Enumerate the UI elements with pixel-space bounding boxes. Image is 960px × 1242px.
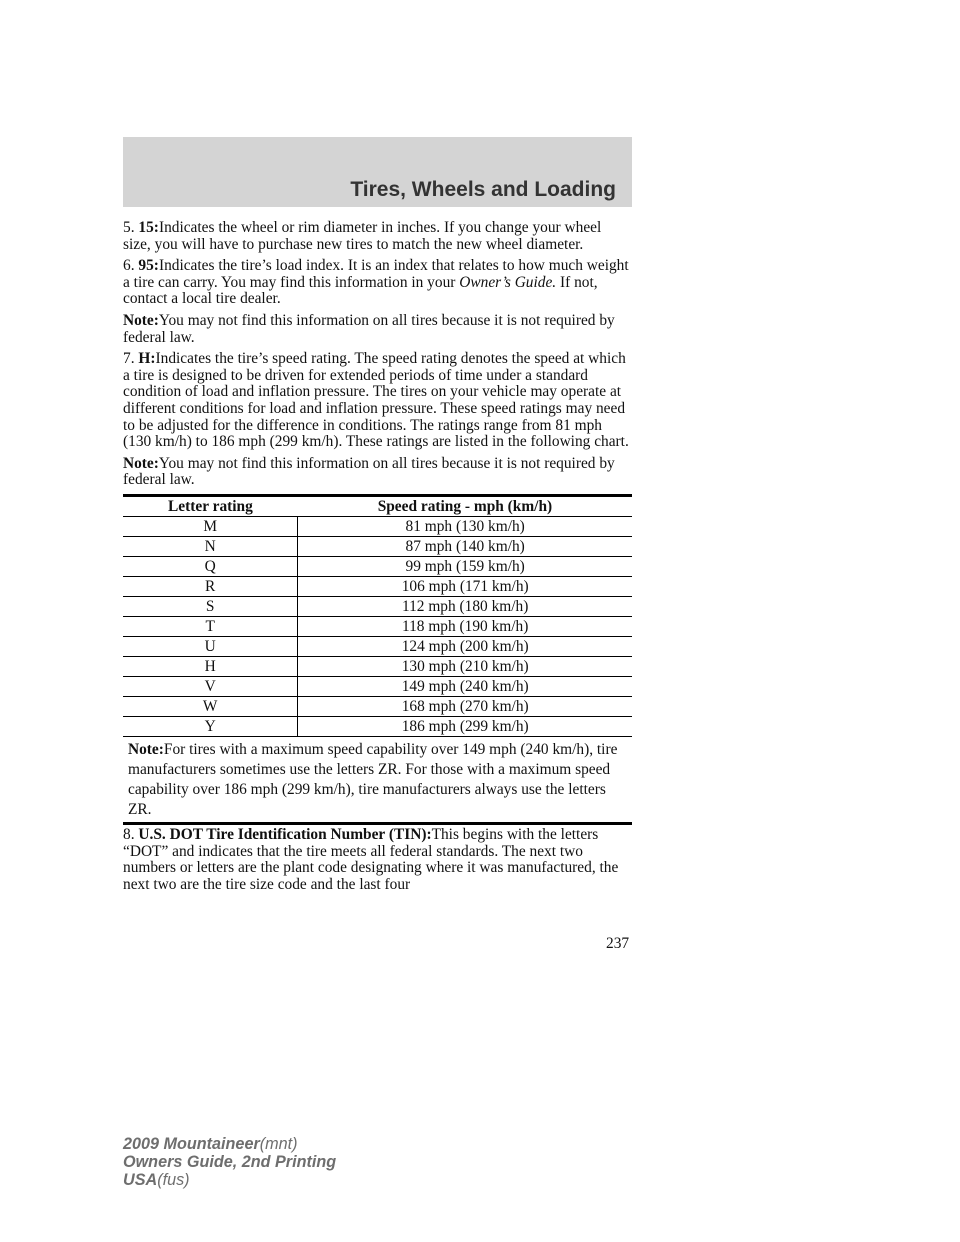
speed-cell: 124 mph (200 km/h) — [298, 636, 632, 656]
letter-cell: Y — [123, 716, 298, 736]
speed-cell: 149 mph (240 km/h) — [298, 676, 632, 696]
footer-model-code: (mnt) — [259, 1135, 298, 1153]
table-note — [123, 736, 632, 823]
note-text: You may not find this information on all tires because it is not required by federal law. — [123, 454, 615, 489]
table-row — [123, 656, 632, 676]
table-note-row — [123, 736, 632, 823]
table-row — [123, 636, 632, 656]
column-header: Speed rating - mph (km/h) — [298, 495, 632, 516]
item-number: 7. — [123, 350, 135, 368]
note-label: Note: — [123, 454, 159, 472]
footer-line-2: Owners Guide, 2nd Printing — [123, 1153, 337, 1172]
footer-line-3 — [123, 1171, 336, 1189]
table-row — [123, 536, 632, 556]
item-7 — [123, 351, 632, 451]
letter-cell: V — [123, 676, 298, 696]
speed-cell: 118 mph (190 km/h) — [298, 616, 632, 636]
letter-cell: N — [123, 536, 298, 556]
item-label: 95: — [138, 257, 159, 275]
note-2 — [123, 456, 632, 489]
speed-cell: 106 mph (171 km/h) — [298, 576, 632, 596]
footer-line-1 — [123, 1135, 336, 1153]
item-8 — [123, 827, 632, 893]
footer-market-code: (fus) — [157, 1171, 190, 1190]
table-row — [123, 616, 632, 636]
letter-cell: W — [123, 696, 298, 716]
table-row — [123, 516, 632, 536]
letter-cell: R — [123, 576, 298, 596]
item-text-cont: If not, contact a local tire dealer. — [123, 273, 598, 308]
table-row — [123, 716, 632, 736]
table-row — [123, 676, 632, 696]
note-1 — [123, 313, 632, 346]
speed-cell: 186 mph (299 km/h) — [298, 716, 632, 736]
table-row — [123, 556, 632, 576]
note-label: Note: — [123, 311, 159, 329]
table-row — [123, 696, 632, 716]
table-header-row — [123, 495, 632, 516]
item-label: 15: — [138, 219, 159, 236]
page-content — [123, 220, 632, 898]
speed-cell: 81 mph (130 km/h) — [298, 516, 632, 536]
letter-cell: S — [123, 596, 298, 616]
section-title: Tires, Wheels and Loading — [350, 178, 616, 201]
speed-cell: 87 mph (140 km/h) — [298, 536, 632, 556]
letter-cell: U — [123, 636, 298, 656]
item-text: Indicates the tire’s load index. It is an index that relates to how much weight a tire can carry. You may find this information in your — [123, 257, 629, 291]
item-text: Indicates the tire’s speed rating. The speed rating denotes the speed at which a tire is designed to be driven for extended periods of time under a standard condition of load and inflation pressure. The tires on your vehicle may operate at different conditions for load and inflation pressure. These speed ratings may need to be adjusted for the difference in conditions. The ratings range from 81 mph (130 km/h) to 186 mph (299 km/h). These ratings are listed in the following chart. — [123, 350, 629, 451]
speed-cell: 112 mph (180 km/h) — [298, 596, 632, 616]
guide-title: Owner’s Guide. — [459, 273, 557, 291]
item-label: U.S. DOT Tire Identification Number (TIN): — [138, 825, 432, 843]
speed-cell: 130 mph (210 km/h) — [298, 656, 632, 676]
note-text: You may not find this information on all tires because it is not required by federal law. — [123, 311, 615, 346]
document-footer — [123, 1135, 336, 1190]
item-5 — [123, 220, 632, 253]
item-6 — [123, 258, 632, 308]
section-header — [123, 137, 632, 207]
item-text: This begins with the letters “DOT” and indicates that the tire meets all federal standards. The next two numbers or letters are the plant code designating where it was manufactured, the next two are the tire size code and the last four — [123, 825, 619, 893]
footer-model: 2009 Mountaineer — [123, 1135, 260, 1153]
item-number: 6. — [123, 257, 135, 275]
speed-cell: 99 mph (159 km/h) — [298, 556, 632, 576]
letter-cell: H — [123, 656, 298, 676]
table-row — [123, 596, 632, 616]
item-label: H: — [138, 350, 156, 368]
item-text: Indicates the wheel or rim diameter in inches. If you change your wheel size, you will have to purchase new tires to match the new wheel diameter. — [123, 219, 602, 253]
letter-cell: M — [123, 516, 298, 536]
column-header: Letter rating — [123, 495, 298, 516]
item-number: 5. — [123, 219, 135, 236]
table-row — [123, 576, 632, 596]
note-text: For tires with a maximum speed capability over 149 mph (240 km/h), tire manufacturers sometimes use the letters ZR. For those with a maximum speed capability over 186 mph (299 km/h), tire manufacturers always use the letters ZR. — [128, 740, 618, 818]
note-label: Note: — [128, 740, 164, 758]
page-number: 237 — [606, 935, 630, 952]
letter-cell: T — [123, 616, 298, 636]
footer-market: USA — [123, 1171, 158, 1190]
letter-cell: Q — [123, 556, 298, 576]
item-number: 8. — [123, 825, 135, 843]
speed-rating-table — [123, 494, 632, 825]
speed-cell: 168 mph (270 km/h) — [298, 696, 632, 716]
